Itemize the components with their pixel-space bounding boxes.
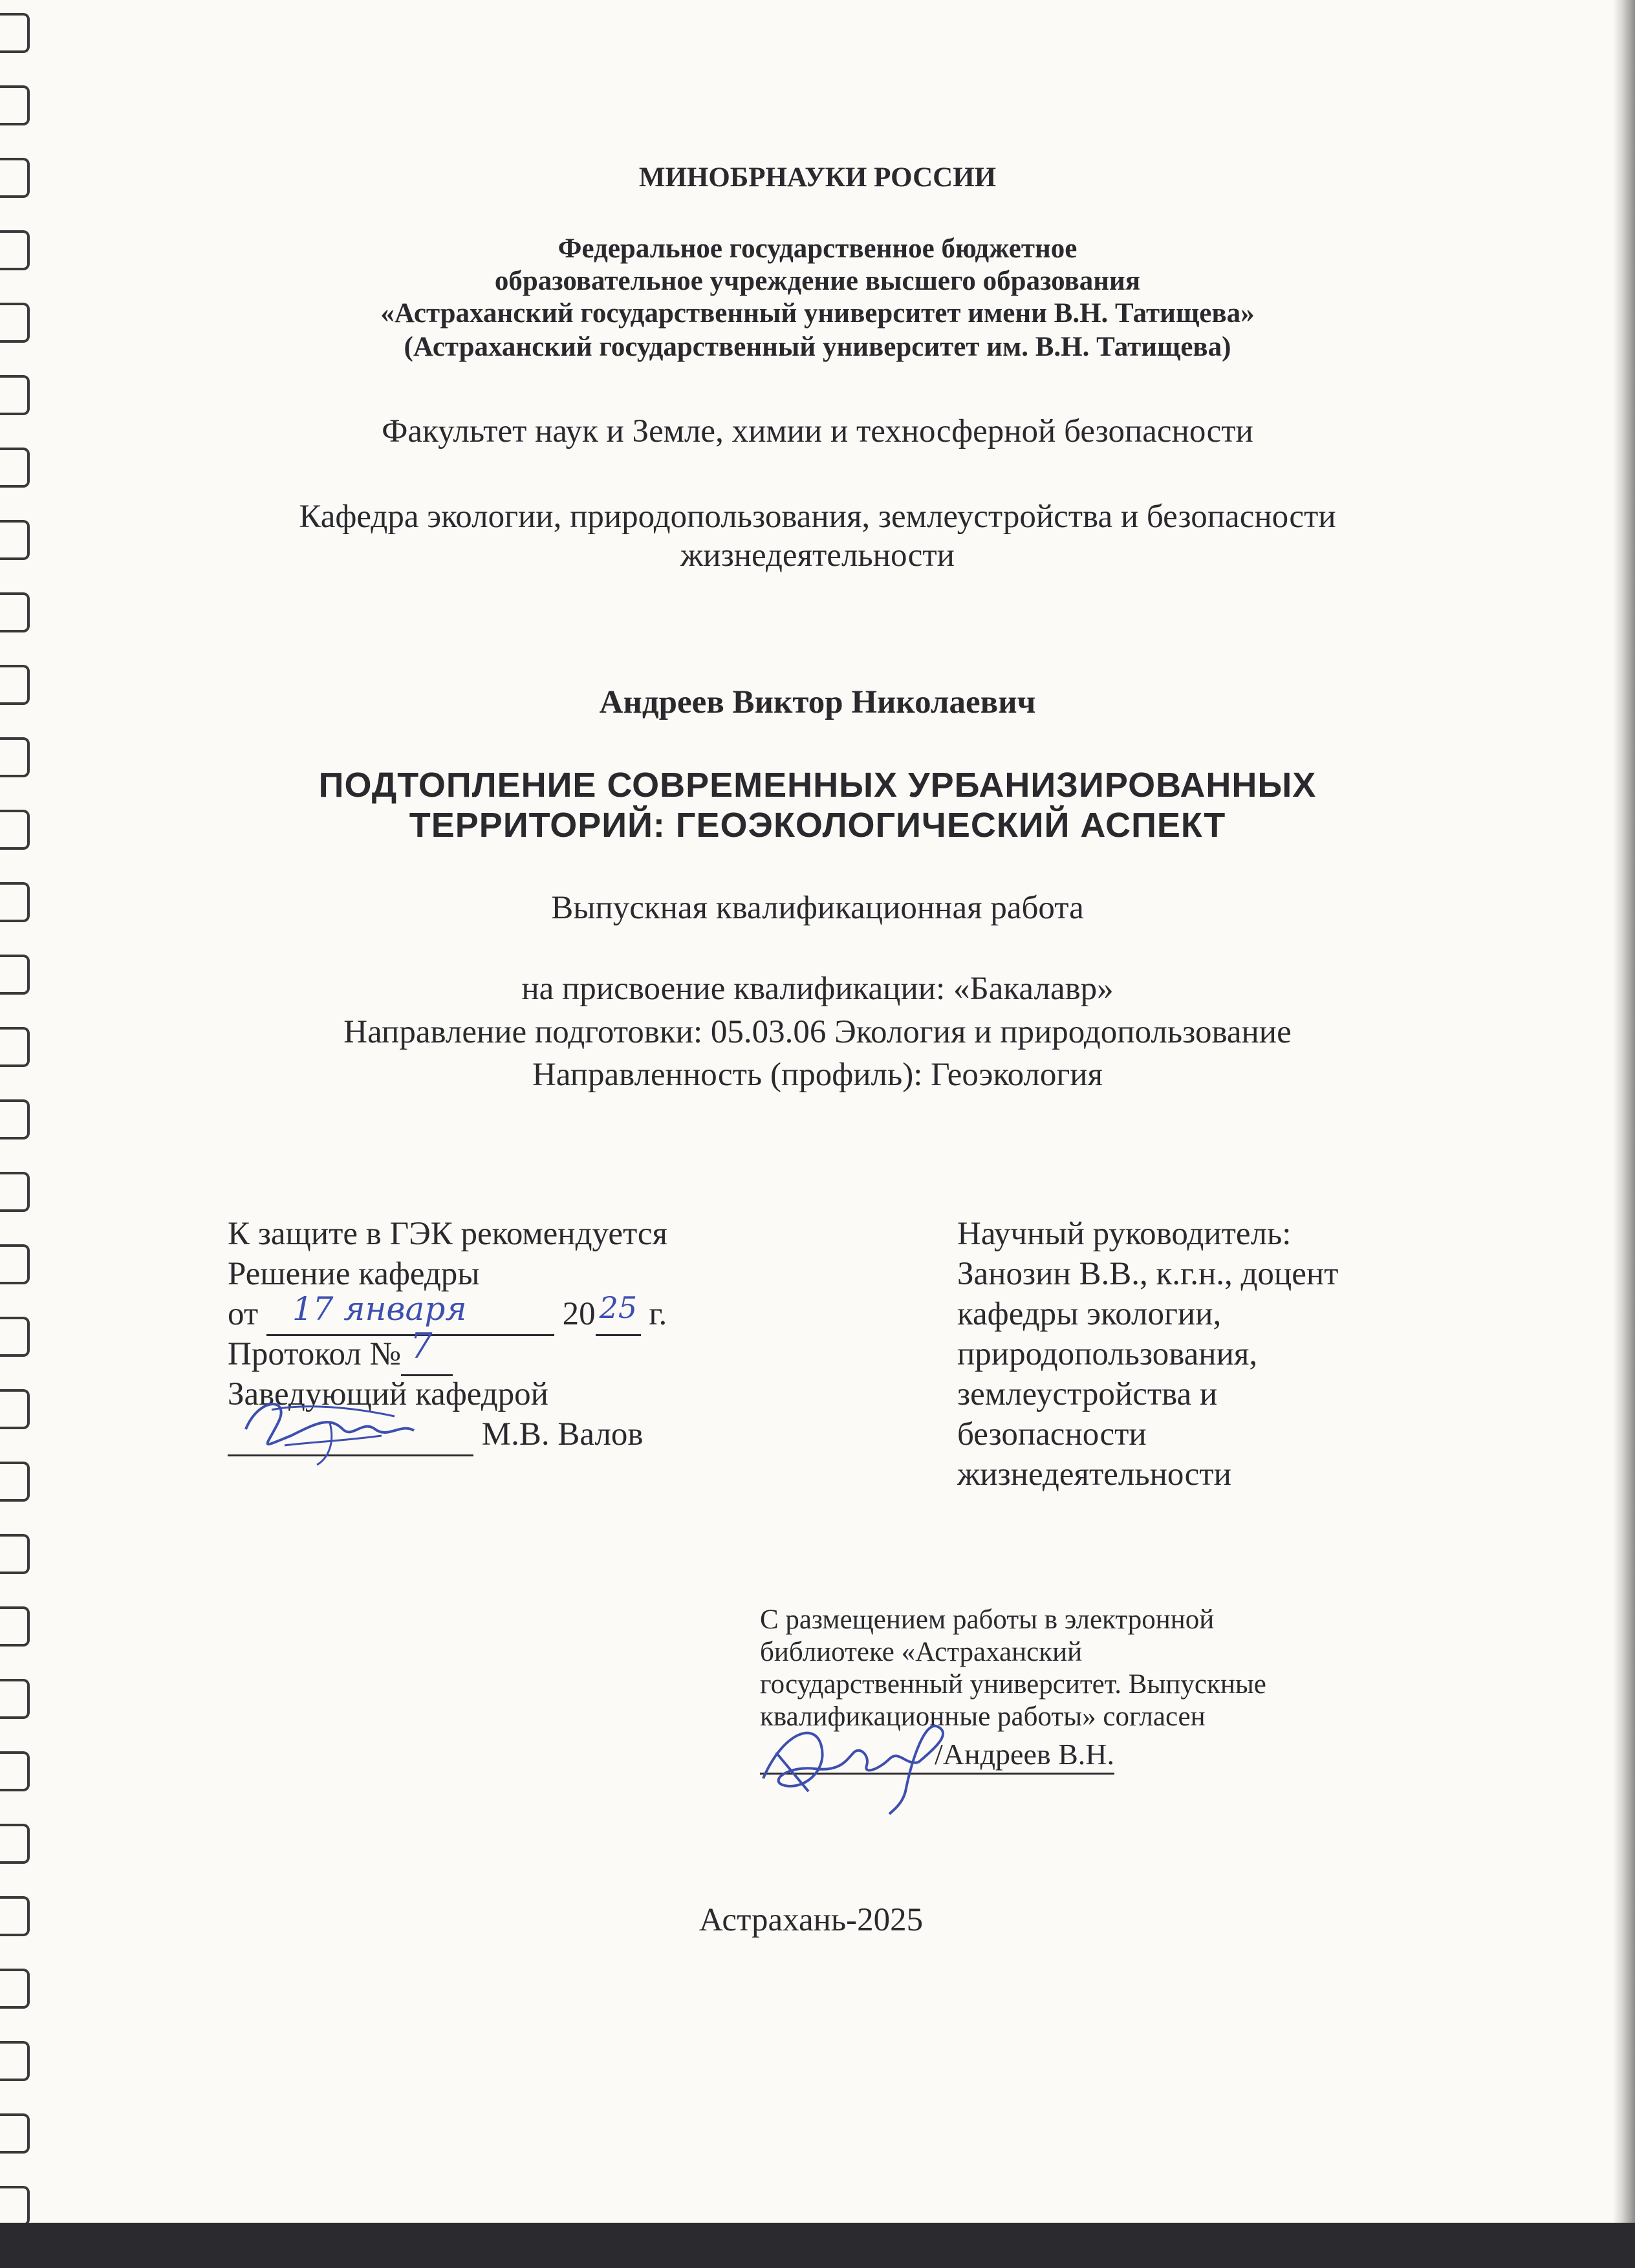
protocol-prefix: Протокол № — [228, 1336, 402, 1372]
supervisor-dept-3: землеустройства и — [957, 1376, 1218, 1412]
consent-line-3: государственный университет. Выпускные — [760, 1669, 1266, 1700]
binding-ring — [0, 1606, 30, 1647]
student-signature-scribble — [744, 1707, 964, 1824]
supervisor-label: Научный руководитель: — [957, 1216, 1292, 1252]
binding-ring — [0, 1824, 30, 1864]
org-line-2: образовательное учреждение высшего образования — [494, 266, 1141, 296]
head-name: М.В. Валов — [481, 1416, 644, 1453]
profile: Направленность (профиль): Геоэкология — [532, 1057, 1103, 1093]
org-line-1: Федеральное государственное бюджетное — [558, 233, 1077, 264]
binding-ring — [0, 592, 30, 632]
thesis-title-line-2: ТЕРРИТОРИЙ: ГЕОЭКОЛОГИЧЕСКИЙ АСПЕКТ — [409, 806, 1226, 845]
supervisor-dept-5: жизнедеятельности — [957, 1456, 1231, 1493]
binding-ring — [0, 1389, 30, 1429]
org-line-4: (Астраханский государственный университет им. В.Н. Татищева) — [404, 332, 1231, 362]
defense-recommended: К защите в ГЭК рекомендуется — [228, 1216, 668, 1252]
protocol-handwritten: 7 — [410, 1326, 433, 1366]
binding-ring — [0, 448, 30, 488]
year-suffix: г. — [649, 1296, 667, 1332]
protocol-line — [228, 1326, 453, 1376]
defense-date-line — [228, 1290, 667, 1336]
department-line-2: жизнедеятельности — [680, 537, 955, 574]
defense-decision: Решение кафедры — [228, 1256, 480, 1292]
qualification: на присвоение квалификации: «Бакалавр» — [521, 971, 1114, 1007]
binding-ring — [0, 1462, 30, 1502]
date-prefix: от — [228, 1296, 259, 1332]
binding-ring — [0, 2186, 30, 2226]
protocol-field — [401, 1326, 453, 1376]
head-signature-scribble — [233, 1384, 427, 1468]
binding-ring — [0, 85, 30, 125]
consent-signer: /Андреев В.Н. — [935, 1736, 1114, 1775]
consent-line-2: библиотеке «Астраханский — [760, 1637, 1083, 1667]
ministry-header: МИНОБРНАУКИ РОССИИ — [638, 162, 997, 193]
binding-ring — [0, 1244, 30, 1284]
work-type: Выпускная квалификационная работа — [551, 890, 1084, 926]
date-handwritten: 17 января — [292, 1290, 467, 1328]
faculty: Факультет наук и Земле, химии и техносферной безопасности — [382, 413, 1253, 449]
thesis-title-line-1: ПОДТОПЛЕНИЕ СОВРЕМЕННЫХ УРБАНИЗИРОВАННЫХ — [318, 766, 1317, 805]
binding-ring — [0, 1534, 30, 1574]
binding-ring — [0, 2041, 30, 2081]
binding-ring — [0, 2113, 30, 2154]
binding-ring — [0, 1172, 30, 1212]
binding-ring — [0, 1969, 30, 2009]
year-field — [596, 1290, 641, 1336]
org-line-3: «Астраханский государственный университет имени В.Н. Татищева» — [380, 298, 1255, 329]
binding-ring — [0, 375, 30, 415]
supervisor-dept-1: кафедры экологии, — [957, 1296, 1222, 1332]
supervisor-name: Занозин В.В., к.г.н., доцент — [957, 1256, 1339, 1292]
author-name: Андреев Виктор Николаевич — [599, 684, 1036, 720]
binding-ring — [0, 1679, 30, 1719]
city-year: Астрахань-2025 — [698, 1902, 924, 1938]
binding-ring — [0, 1751, 30, 1791]
scanner-edge — [0, 2223, 1635, 2268]
supervisor-dept-4: безопасности — [957, 1416, 1147, 1453]
supervisor-dept-2: природопользования, — [957, 1336, 1258, 1372]
consent-line-1: С размещением работы в электронной — [760, 1604, 1215, 1635]
year-prefix: 20 — [562, 1296, 596, 1332]
head-of-department-label: Заведующий кафедрой — [228, 1376, 548, 1412]
binding-ring — [0, 1099, 30, 1139]
consent-line-4: квалификационные работы» согласен — [760, 1701, 1206, 1732]
direction: Направление подготовки: 05.03.06 Экология и природопользование — [343, 1014, 1292, 1050]
binding-ring — [0, 13, 30, 53]
department-line-1: Кафедра экологии, природопользования, землеустройства и безопасности — [299, 499, 1336, 535]
binding-ring — [0, 1317, 30, 1357]
year-handwritten: 25 — [599, 1290, 638, 1325]
